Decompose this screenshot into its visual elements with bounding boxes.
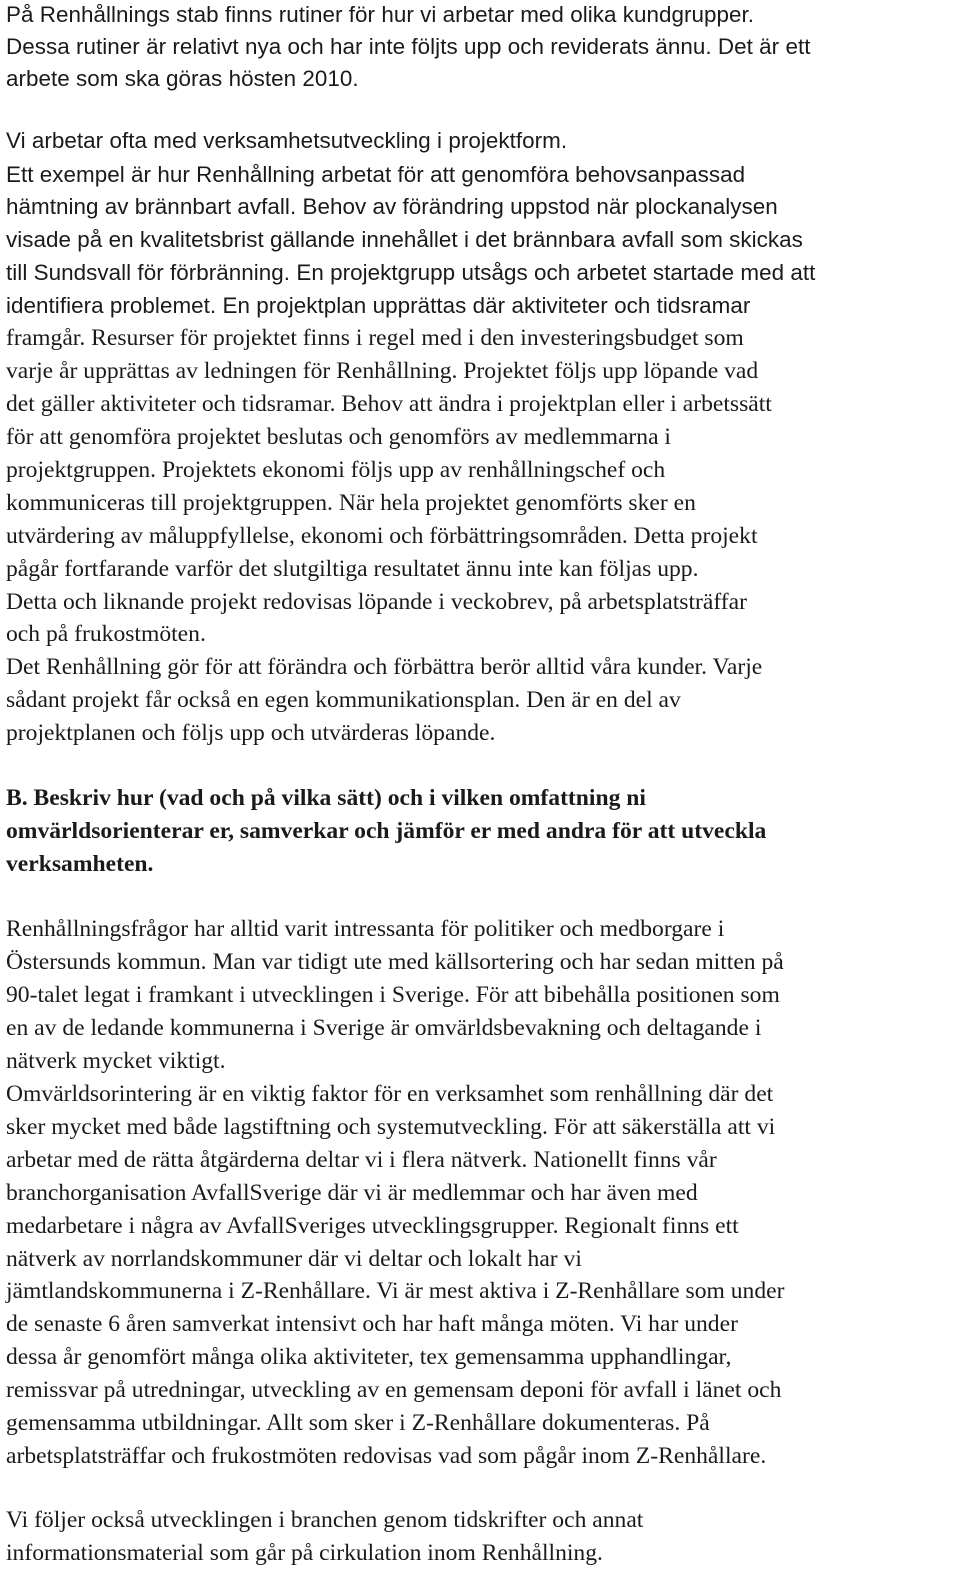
text-line: nätverk av norrlandskommuner där vi deltar och lokalt har vi [6, 1246, 582, 1272]
section-heading-line: omvärldsorienterar er, samverkar och jämför er med andra för att utveckla [6, 818, 767, 844]
text-line: Omvärldsorintering är en viktig faktor för en verksamhet som renhållning där det [6, 1081, 774, 1107]
text-line: identifiera problemet. En projektplan upprättas där aktiviteter och tidsramar [6, 293, 751, 318]
section-heading-line: B. Beskriv hur (vad och på vilka sätt) och i vilken omfattning ni [6, 785, 646, 811]
text-line: jämtlandskommunerna i Z-Renhållare. Vi är mest aktiva i Z-Renhållare som under [6, 1278, 785, 1304]
text-line: Dessa rutiner är relativt nya och har inte följts upp och reviderats ännu. Det är ett [6, 34, 811, 59]
text-line: kommuniceras till projektgruppen. När hela projektet genomförts sker en [6, 490, 696, 516]
text-line: informationsmaterial som går på cirkulation inom Renhållning. [6, 1540, 603, 1566]
section-heading-line: verksamheten. [6, 851, 154, 877]
text-line: och på frukostmöten. [6, 621, 206, 647]
text-line: projektgruppen. Projektets ekonomi följs upp av renhållningschef och [6, 457, 666, 483]
text-line: 90-talet legat i framkant i utvecklingen i Sverige. För att bibehålla positionen som [6, 982, 780, 1008]
text-line: medarbetare i några av AvfallSveriges utvecklingsgrupper. Regionalt finns ett [6, 1213, 739, 1239]
text-line: Ett exempel är hur Renhållning arbetat för att genomföra behovsanpassad [6, 162, 746, 187]
text-line: det gäller aktiviteter och tidsramar. Behov att ändra i projektplan eller i arbetssätt [6, 391, 772, 417]
text-line: till Sundsvall för förbränning. En projektgrupp utsågs och arbetet startade med att [6, 260, 816, 285]
text-line: framgår. Resurser för projektet finns i regel med i den investeringsbudget som [6, 325, 744, 351]
text-line: branchorganisation AvfallSverige där vi är medlemmar och har även med [6, 1180, 698, 1206]
text-line: hämtning av brännbart avfall. Behov av förändring uppstod när plockanalysen [6, 194, 778, 219]
text-line: arbetsplatsträffar och frukostmöten redovisas vad som pågår inom Z-Renhållare. [6, 1443, 767, 1469]
text-line: Östersunds kommun. Man var tidigt ute med källsortering och har sedan mitten på [6, 949, 784, 975]
text-line: pågår fortfarande varför det slutgiltiga resultatet ännu inte kan följas upp. [6, 556, 699, 582]
text-line: gemensamma utbildningar. Allt som sker i Z-Renhållare dokumenteras. På [6, 1410, 710, 1436]
text-line: en av de ledande kommunerna i Sverige är omvärldsbevakning och deltagande i [6, 1015, 762, 1041]
text-line: nätverk mycket viktigt. [6, 1048, 226, 1074]
text-line: Renhållningsfrågor har alltid varit intressanta för politiker och medborgare i [6, 916, 725, 942]
text-line: visade på en kvalitetsbrist gällande innehållet i det brännbara avfall som skickas [6, 227, 803, 252]
text-line: sker mycket med både lagstiftning och systemutveckling. För att säkerställa att vi [6, 1114, 776, 1140]
text-line: de senaste 6 åren samverkat intensivt och har haft många möten. Vi har under [6, 1311, 738, 1337]
text-line: Detta och liknande projekt redovisas löpande i veckobrev, på arbetsplatsträffar [6, 589, 747, 615]
text-line: utvärdering av måluppfyllelse, ekonomi och förbättringsområden. Detta projekt [6, 523, 758, 549]
text-line: arbete som ska göras hösten 2010. [6, 66, 359, 91]
text-line: Vi följer också utvecklingen i branchen genom tidskrifter och annat [6, 1507, 644, 1533]
text-line: dessa år genomfört många olika aktiviteter, tex gemensamma upphandlingar, [6, 1344, 732, 1370]
text-line: Vi arbetar ofta med verksamhetsutveckling i projektform. [6, 128, 568, 153]
text-line: remissvar på utredningar, utveckling av en gemensam deponi för avfall i länet och [6, 1377, 782, 1403]
text-line: arbetar med de rätta åtgärderna deltar vi i flera nätverk. Nationellt finns vår [6, 1147, 717, 1173]
text-line: projektplanen och följs upp och utvärderas löpande. [6, 720, 496, 746]
text-line: sådant projekt får också en egen kommunikationsplan. Den är en del av [6, 687, 681, 713]
text-line: På Renhållnings stab finns rutiner för hur vi arbetar med olika kundgrupper. [6, 2, 755, 27]
text-line: för att genomföra projektet beslutas och genomförs av medlemmarna i [6, 424, 671, 450]
text-line: varje år upprättas av ledningen för Renhållning. Projektet följs upp löpande vad [6, 358, 759, 384]
text-line: Det Renhållning gör för att förändra och förbättra berör alltid våra kunder. Varje [6, 654, 763, 680]
